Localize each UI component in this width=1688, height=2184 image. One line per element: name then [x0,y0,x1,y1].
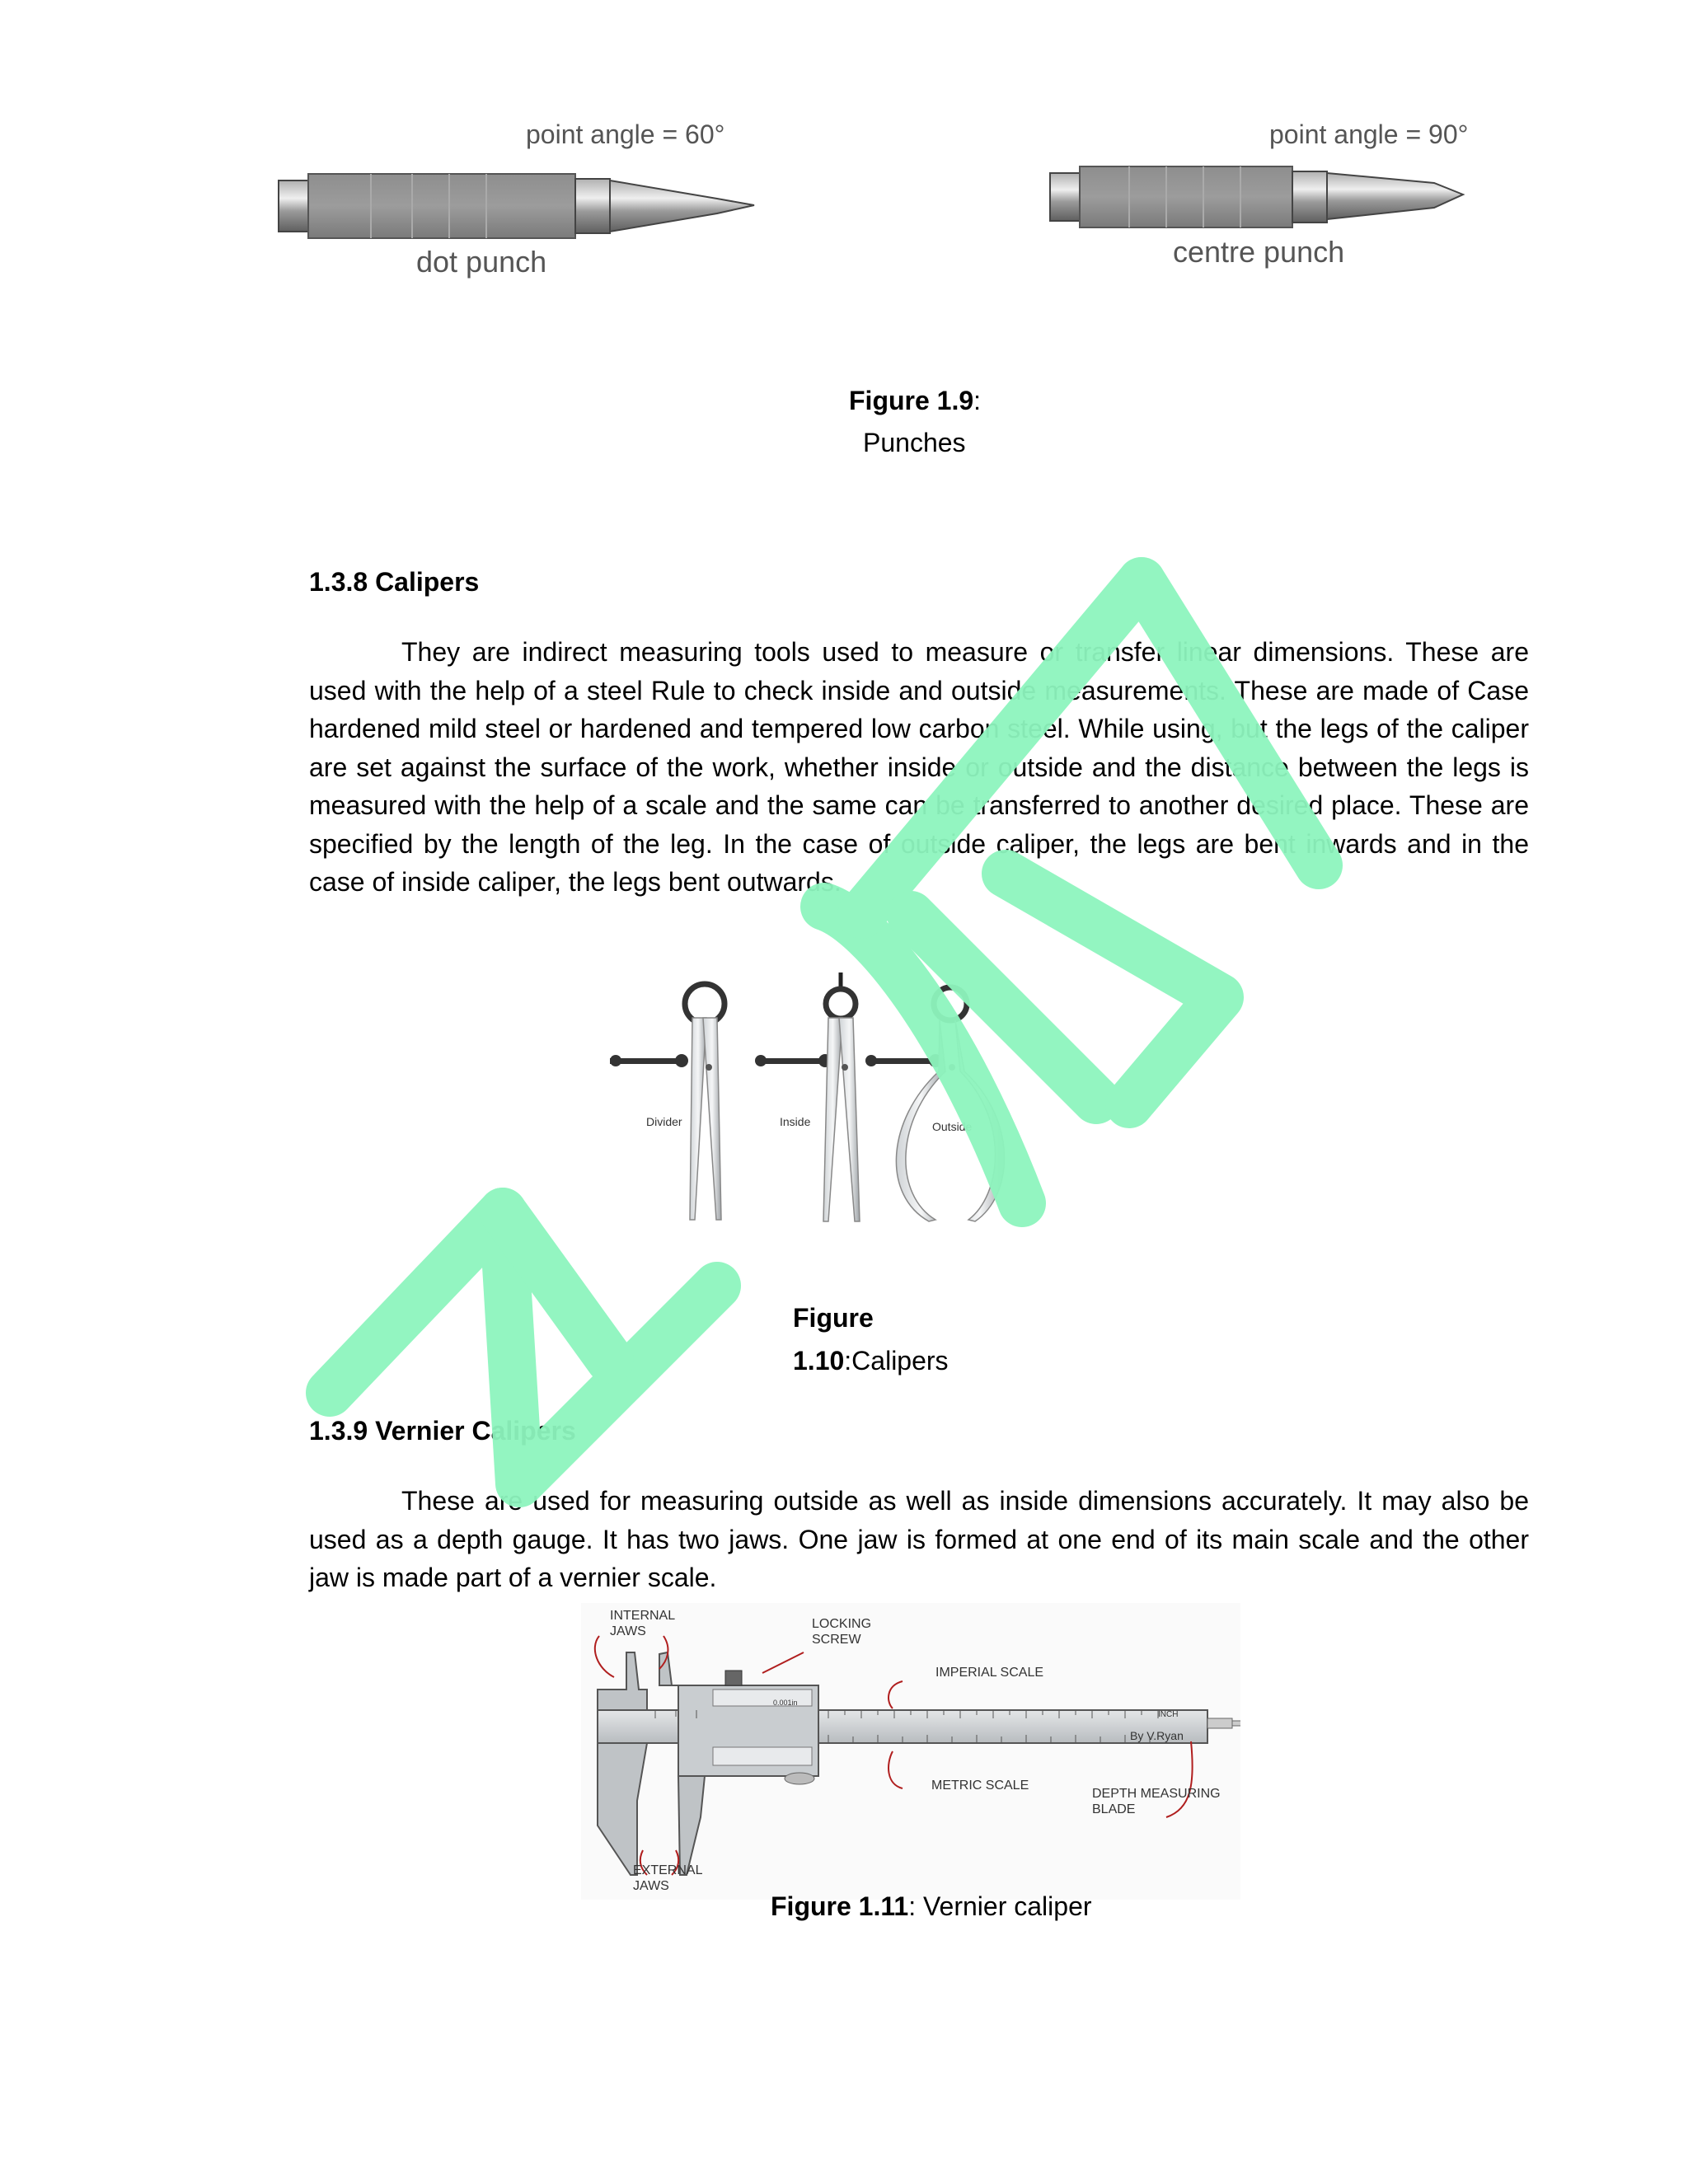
centre-punch-drawing [1047,165,1467,231]
figure-1-11-caption [771,1885,1092,1928]
figure-1-10-caption-title: :Calipers [844,1346,949,1376]
centre-punch-angle-label: point angle = 90° [1269,120,1469,149]
figure-1-10-caption-word: Figure [793,1303,874,1333]
dot-punch-drawing [272,169,758,243]
figure-1-10-caption-line2 [793,1339,949,1382]
section-1-3-8-text: They are indirect measuring tools used to measure or transfer linear dimensions. These are used with the help of a steel Rule to check inside and outside measurements. These are made of Case hardened mild steel or hardened and tempered low carbon steel. While using, but the legs of the caliper are set against the surface of the work, whether inside or outside and the distance between the legs is measured with the help of a scale and the same can be transferred to another desired place. These are specified by the length of the leg. In the case of outside caliper, the legs are bent inwards and in the case of inside caliper, the legs bent outwards. [309,637,1529,897]
locking-screw-label-line2: SCREW [812,1633,861,1647]
metric-scale-label: METRIC SCALE [931,1779,1029,1793]
figure-1-9-caption-colon: : [973,386,982,415]
inside-caliper [755,972,860,1221]
dot-punch-angle-label: point angle = 60° [526,120,725,149]
figure-1-11-caption-title: : Vernier caliper [908,1891,1092,1921]
outside-caliper [865,987,1005,1221]
credit-label: By V.Ryan [1130,1729,1184,1742]
locking-screw-label [812,1616,871,1647]
section-1-3-9-paragraph [309,1482,1529,1597]
external-jaws-label-line2: JAWS [633,1879,669,1893]
dot-punch-name: dot punch [416,245,547,279]
section-1-3-8-paragraph [309,633,1529,902]
figure-1-11-caption-number: Figure 1.11 [771,1891,909,1921]
divider-caliper [610,984,724,1220]
locking-screw-label-line1: LOCKING [812,1617,872,1631]
figure-1-11-vernier-diagram [581,1603,1240,1900]
depth-blade-label-line2: BLADE [1092,1802,1136,1816]
figure-1-9-caption [849,379,981,422]
figure-1-9-caption-number: Figure 1.9 [849,386,974,415]
external-jaws-label-line1: EXTERNAL [633,1863,703,1877]
external-jaws-label [633,1863,702,1894]
section-1-3-9-text: These are used for measuring outside as well as inside dimensions accurately. It may also be used as a depth gauge. It has two jaws. One jaw is formed at one end of its main scale and the other jaw is made part of a vernier scale. [309,1486,1529,1592]
figure-1-10-calipers-image [606,972,1034,1236]
internal-jaws-label [610,1608,675,1639]
centre-punch-name: centre punch [1173,235,1345,269]
vernier-caliper-drawing [581,1603,1240,1900]
figure-1-10-caption-line1 [793,1296,874,1339]
section-1-3-8-heading: 1.3.8 Calipers [309,567,480,597]
depth-blade-label-line1: DEPTH MEASURING [1092,1787,1221,1801]
inside-label: Inside [780,1115,811,1128]
section-1-3-9-heading: 1.3.9 Vernier Calipers [309,1416,576,1446]
internal-jaws-label-line2: JAWS [610,1624,646,1638]
figure-1-9-caption-title: Punches [863,428,966,457]
figure-1-10-caption-number: 1.10 [793,1346,845,1376]
internal-jaws-label-line1: INTERNAL [610,1609,676,1623]
inch-label: INCH [1158,1710,1179,1719]
depth-blade-label [1092,1786,1221,1817]
vernier-value-label: 0.001in [773,1699,798,1707]
imperial-scale-label: IMPERIAL SCALE [935,1666,1044,1680]
outside-label: Outside [932,1120,973,1133]
divider-label: Divider [646,1115,682,1128]
